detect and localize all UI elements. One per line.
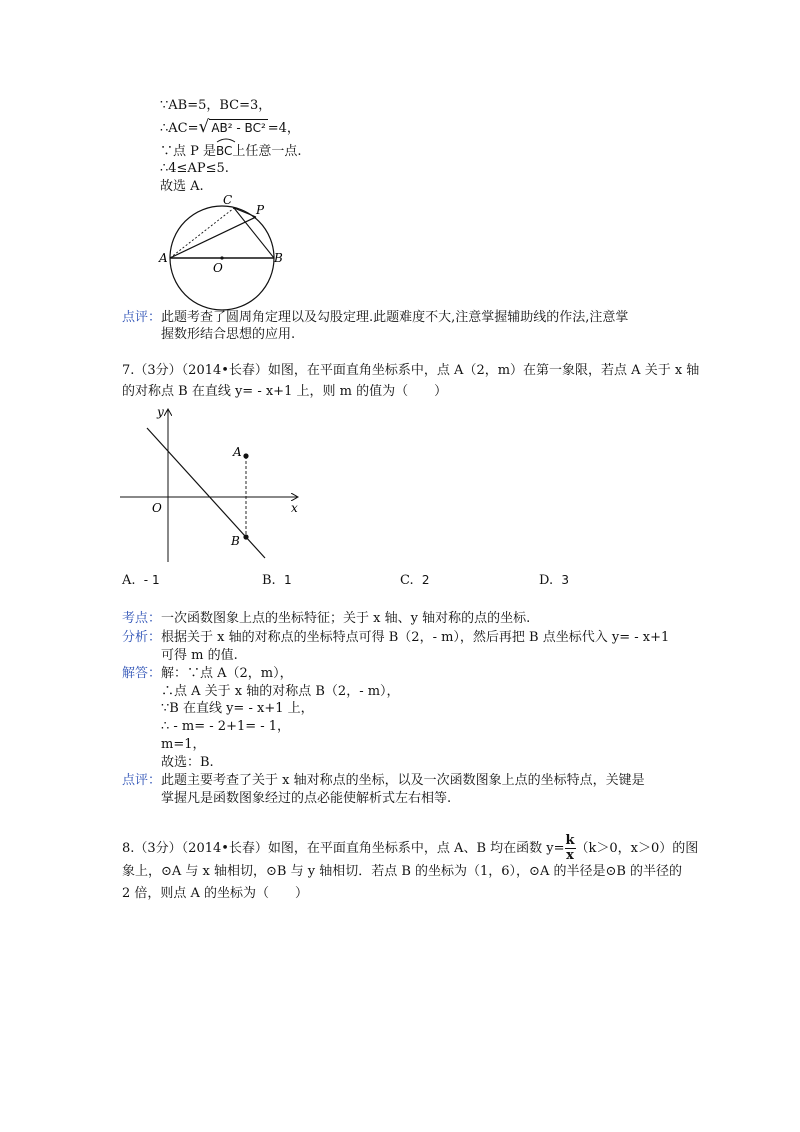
- q8-stem-line: 2 倍，则点 A 的坐标为（ ）: [122, 886, 309, 901]
- sqrt-expression: AB² - BC²: [211, 121, 266, 135]
- q8-stem-line: 象上，⊙A 与 x 轴相切，⊙B 与 y 轴相切．若点 B 的坐标为（1，6），⊙A 的半径是⊙B 的半径的: [122, 864, 683, 879]
- option-a[interactable]: A. - 1: [122, 573, 160, 588]
- label-c: C: [223, 193, 233, 207]
- jieda-line: 解答：解：∵点 A（2，m），: [122, 666, 293, 681]
- point-a: [243, 453, 248, 458]
- fenxi-line: 可得 m 的值.: [161, 648, 238, 663]
- comment-line: 点评：此题主要考查了关于 x 轴对称点的坐标，以及一次函数图象上点的坐标特点，关键是: [122, 773, 645, 788]
- solution-line: ∵点 P 是 BC上任意一点.: [160, 141, 302, 160]
- jieda-line: ∴点 A 关于 x 轴的对称点 B（2，- m），: [161, 684, 400, 699]
- circle-figure: [150, 188, 300, 313]
- solution-line: 故选 A.: [160, 179, 204, 194]
- jieda-line: ∴ - m= - 2+1= - 1，: [161, 719, 291, 734]
- jieda-line: m=1，: [161, 737, 206, 752]
- option-d[interactable]: D. 3: [539, 573, 569, 588]
- label-b: B: [274, 251, 283, 265]
- label-o: O: [152, 501, 162, 515]
- point-b: [243, 534, 248, 539]
- label-o: O: [213, 261, 223, 275]
- kaodian-line: 考点：一次函数图象上点的坐标特征；关于 x 轴、y 轴对称的点的坐标.: [122, 611, 531, 626]
- segment-ac: [170, 208, 234, 258]
- q7-coordinate-figure: [115, 402, 315, 567]
- comment-line: 点评：此题考查了圆周角定理以及勾股定理.此题难度不大,注意掌握辅助线的作法,注意掌: [122, 310, 629, 325]
- option-c[interactable]: C. 2: [400, 573, 430, 588]
- jieda-line: 故选：B.: [161, 755, 214, 770]
- label-y: y: [157, 405, 164, 419]
- fenxi-line: 分析：根据关于 x 轴的对称点的坐标特点可得 B（2，- m），然后再把 B 点坐标代入 y= - x+1: [122, 630, 670, 645]
- q7-stem-line: 7.（3分）（2014•长春）如图，在平面直角坐标系中，点 A（2，m）在第一象限，若点 A 关于 x 轴: [122, 363, 700, 378]
- fraction-k-over-x: $\frac{k}{x}$: [565, 833, 575, 863]
- comment-line: 握数形结合思想的应用.: [161, 327, 296, 342]
- label-b: B: [231, 534, 240, 548]
- label-a: A: [233, 445, 242, 459]
- q8-stem-line: 8.（3分）（2014•长春）如图，在平面直角坐标系中，点 A、B 均在函数 y= $\frac{k}{x}$ （k＞0，x＞0）的图: [122, 833, 699, 863]
- solution-line: ∴4≤AP≤5.: [160, 161, 229, 176]
- label-a: A: [159, 251, 168, 265]
- center-o: [220, 256, 223, 259]
- label-p: P: [256, 203, 265, 217]
- solution-line: ∴AC=√ AB² - BC² =4，: [160, 117, 300, 137]
- q7-stem-line: 的对称点 B 在直线 y= - x+1 上，则 m 的值为（ ）: [122, 384, 448, 399]
- solution-line: ∵AB=5，BC=3，: [160, 98, 272, 113]
- comment-line: 掌握凡是函数图象经过的点必能使解析式左右相等.: [161, 791, 452, 806]
- label-x: x: [291, 501, 298, 515]
- jieda-line: ∵B 在直线 y= - x+1 上，: [161, 701, 314, 716]
- option-b[interactable]: B. 1: [262, 573, 292, 588]
- arc-bc: BC: [216, 141, 232, 159]
